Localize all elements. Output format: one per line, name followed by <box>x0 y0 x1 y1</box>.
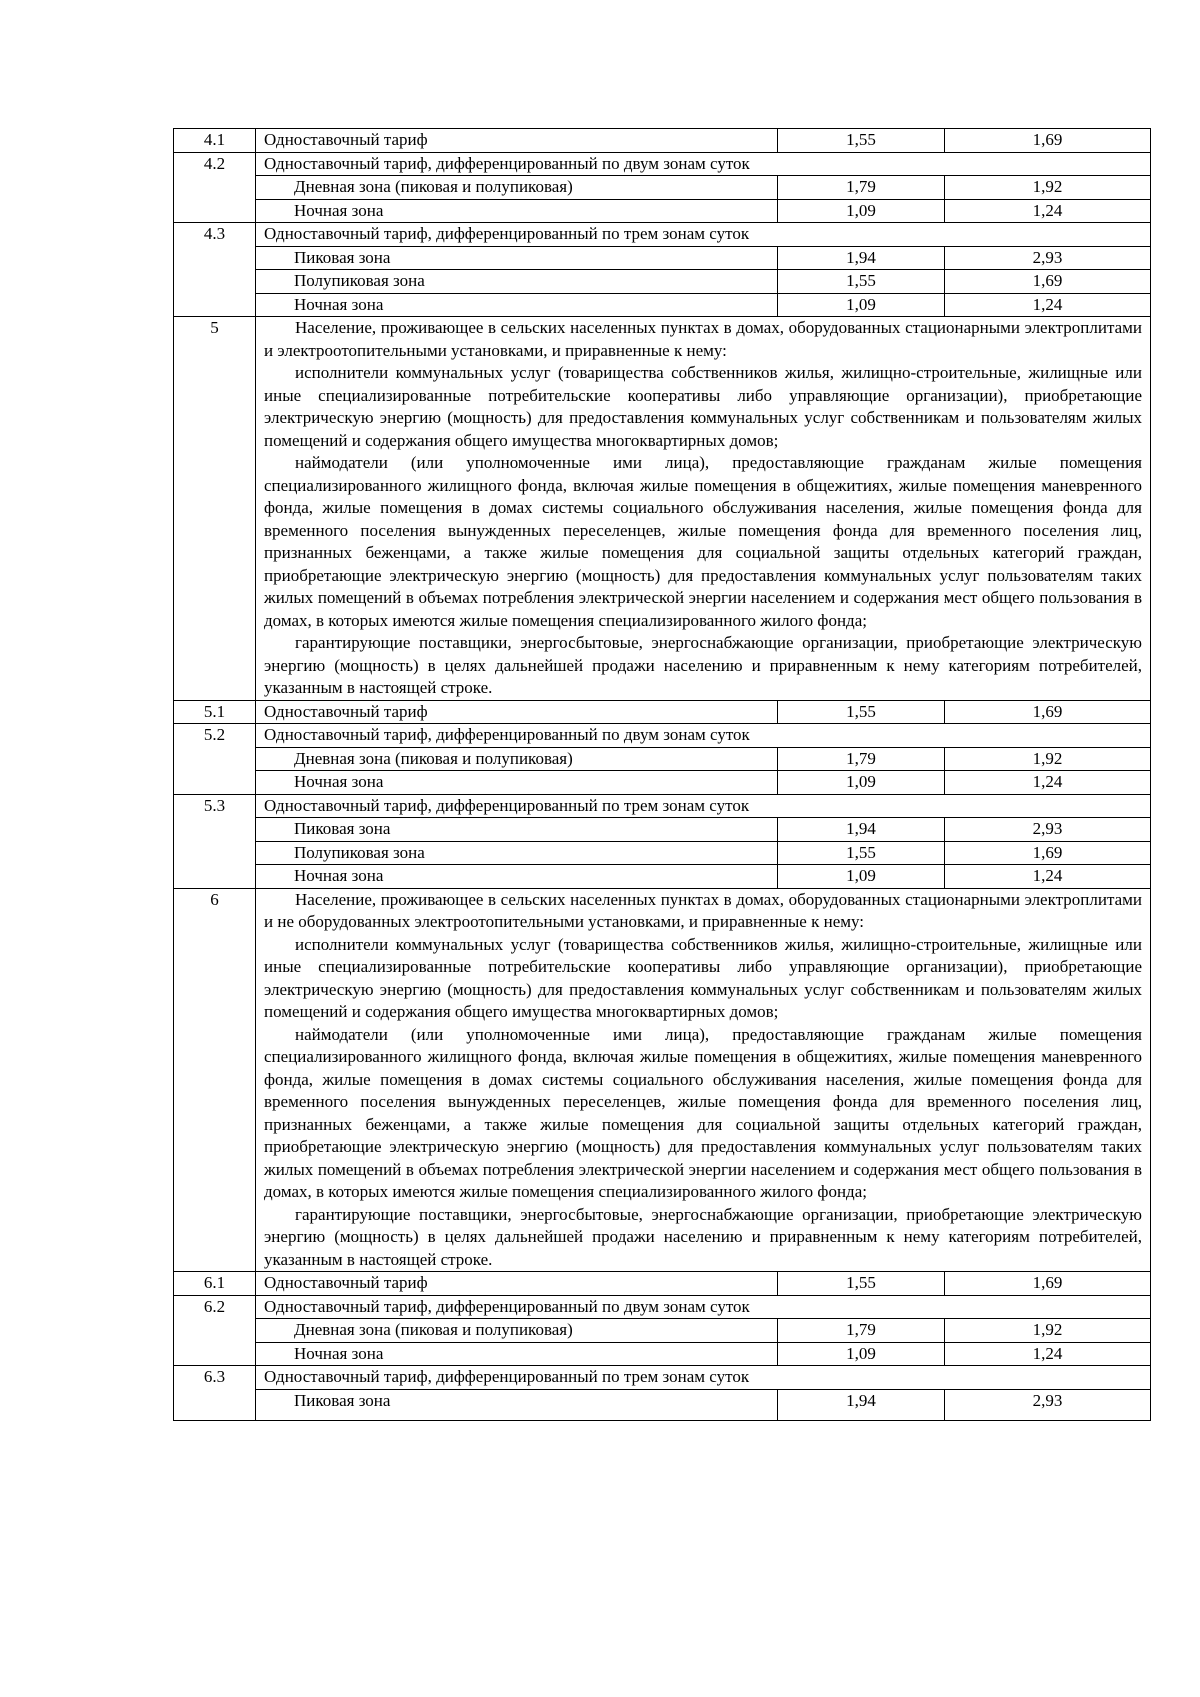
row-label: Одноставочный тариф, дифференцированный по двум зонам суток <box>256 724 1151 748</box>
value-cell-1: 1,55 <box>778 700 945 724</box>
row-label: Одноставочный тариф, дифференцированный по двум зонам суток <box>256 152 1151 176</box>
table-row <box>174 270 1151 294</box>
table-row <box>174 223 1151 247</box>
table-row <box>174 199 1151 223</box>
value-cell-2: 1,69 <box>945 270 1151 294</box>
value-cell-1: 1,94 <box>778 818 945 842</box>
value-cell-1: 1,09 <box>778 865 945 889</box>
value-cell-2: 1,24 <box>945 1342 1151 1366</box>
zone-label: Дневная зона (пиковая и полупиковая) <box>256 1319 778 1343</box>
zone-label: Полупиковая зона <box>256 270 778 294</box>
zone-label: Ночная зона <box>256 1342 778 1366</box>
table-row <box>174 724 1151 748</box>
row-number: 5.3 <box>174 794 256 888</box>
row-label: Одноставочный тариф, дифференцированный по трем зонам суток <box>256 794 1151 818</box>
value-cell-1: 1,79 <box>778 747 945 771</box>
table-row <box>174 293 1151 317</box>
description-paragraph: наймодатели (или уполномоченные ими лица), предоставляющие гражданам жилые помещения специализированного жилищного фонда, включая жилые помещения в общежитиях, жилые помещения маневренного фонда, жилые помещения в домах системы социального обслуживания населения, жилые помещения фонда для временного поселения вынужденных переселенцев, жилые помещения фонда для временного поселения лиц, признанных беженцами, а также жилые помещения для социальной защиты отдельных категорий граждан, приобретающие электрическую энергию (мощность) для предоставления коммунальных услуг пользователям таких жилых помещений в объемах потребления электрической энергии населением и содержания мест общего пользования в домах, в которых имеются жилые помещения специализированного жилого фонда; <box>264 1024 1142 1201</box>
row-label: Одноставочный тариф <box>256 700 778 724</box>
value-cell-2: 1,69 <box>945 1272 1151 1296</box>
row-label: Одноставочный тариф, дифференцированный по трем зонам суток <box>256 1366 1151 1390</box>
description-paragraph: Население, проживающее в сельских населенных пунктах в домах, оборудованных стационарными электроплитами и не оборудованных электроотопительными установками, и приравненные к нему: <box>264 889 1142 931</box>
table-row <box>174 1319 1151 1343</box>
table-row <box>174 794 1151 818</box>
description-paragraph: гарантирующие поставщики, энергосбытовые, энергоснабжающие организации, приобретающие электрическую энергию (мощность) в целях дальнейшей продажи населению и приравненным к нему категориям потребителей, указанным в настоящей строке. <box>264 1204 1142 1269</box>
value-cell-2: 1,92 <box>945 176 1151 200</box>
zone-label: Пиковая зона <box>256 246 778 270</box>
category-description <box>256 317 1151 701</box>
table-row <box>174 1272 1151 1296</box>
value-cell-1: 1,09 <box>778 199 945 223</box>
row-number: 6.1 <box>174 1272 256 1296</box>
table-row <box>174 888 1151 1272</box>
row-number: 5 <box>174 317 256 701</box>
table-row <box>174 1295 1151 1319</box>
table-row <box>174 865 1151 889</box>
table-row <box>174 1389 1151 1420</box>
category-description <box>256 888 1151 1272</box>
value-cell-1: 1,55 <box>778 1272 945 1296</box>
zone-label: Дневная зона (пиковая и полупиковая) <box>256 747 778 771</box>
row-label: Одноставочный тариф, дифференцированный по трем зонам суток <box>256 223 1151 247</box>
row-number: 4.2 <box>174 152 256 223</box>
table-row <box>174 1366 1151 1390</box>
description-paragraph: наймодатели (или уполномоченные ими лица), предоставляющие гражданам жилые помещения специализированного жилищного фонда, включая жилые помещения в общежитиях, жилые помещения маневренного фонда, жилые помещения в домах системы социального обслуживания населения, жилые помещения фонда для временного поселения вынужденных переселенцев, жилые помещения фонда для временного поселения лиц, признанных беженцами, а также жилые помещения для социальной защиты отдельных категорий граждан, приобретающие электрическую энергию (мощность) для предоставления коммунальных услуг пользователям таких жилых помещений в объемах потребления электрической энергии населением и содержания мест общего пользования в домах, в которых имеются жилые помещения специализированного жилого фонда; <box>264 453 1142 630</box>
zone-label: Пиковая зона <box>256 1389 778 1420</box>
table-row <box>174 317 1151 701</box>
zone-label: Полупиковая зона <box>256 841 778 865</box>
value-cell-2: 2,93 <box>945 818 1151 842</box>
value-cell-2: 1,69 <box>945 129 1151 153</box>
value-cell-2: 1,69 <box>945 841 1151 865</box>
value-cell-2: 1,69 <box>945 700 1151 724</box>
table-row <box>174 818 1151 842</box>
value-cell-2: 2,93 <box>945 246 1151 270</box>
value-cell-2: 1,24 <box>945 199 1151 223</box>
table-row <box>174 246 1151 270</box>
description-paragraph: Население, проживающее в сельских населенных пунктах в домах, оборудованных стационарными электроплитами и электроотопительными установками, и приравненные к нему: <box>264 318 1142 360</box>
row-label: Одноставочный тариф, дифференцированный по двум зонам суток <box>256 1295 1151 1319</box>
row-number: 6.2 <box>174 1295 256 1366</box>
value-cell-1: 1,55 <box>778 270 945 294</box>
table-row <box>174 152 1151 176</box>
table-row <box>174 771 1151 795</box>
table-row <box>174 747 1151 771</box>
row-number: 6.3 <box>174 1366 256 1421</box>
row-number: 5.1 <box>174 700 256 724</box>
table-row <box>174 129 1151 153</box>
table-row <box>174 700 1151 724</box>
value-cell-1: 1,55 <box>778 129 945 153</box>
tariff-table <box>173 128 1151 1421</box>
value-cell-1: 1,09 <box>778 293 945 317</box>
zone-label: Пиковая зона <box>256 818 778 842</box>
value-cell-1: 1,94 <box>778 246 945 270</box>
value-cell-2: 1,92 <box>945 747 1151 771</box>
table-row <box>174 841 1151 865</box>
description-paragraph: гарантирующие поставщики, энергосбытовые, энергоснабжающие организации, приобретающие электрическую энергию (мощность) в целях дальнейшей продажи населению и приравненным к нему категориям потребителей, указанным в настоящей строке. <box>264 633 1142 697</box>
description-paragraph: исполнители коммунальных услуг (товарищества собственников жилья, жилищно-строительные, жилищные или иные специализированные потребительские кооперативы либо управляющие организации), приобретающие электрическую энергию (мощность) для предоставления коммунальных услуг собственникам и пользователям жилых помещений и содержания общего имущества многоквартирных домов; <box>264 934 1142 1021</box>
value-cell-2: 1,24 <box>945 865 1151 889</box>
zone-label: Ночная зона <box>256 771 778 795</box>
row-number: 4.3 <box>174 223 256 317</box>
zone-label: Ночная зона <box>256 199 778 223</box>
value-cell-2: 1,24 <box>945 771 1151 795</box>
value-cell-1: 1,09 <box>778 1342 945 1366</box>
row-label: Одноставочный тариф <box>256 1272 778 1296</box>
value-cell-1: 1,55 <box>778 841 945 865</box>
row-label: Одноставочный тариф <box>256 129 778 153</box>
table-row <box>174 176 1151 200</box>
value-cell-2: 1,92 <box>945 1319 1151 1343</box>
value-cell-1: 1,79 <box>778 176 945 200</box>
zone-label: Ночная зона <box>256 865 778 889</box>
value-cell-1: 1,79 <box>778 1319 945 1343</box>
zone-label: Дневная зона (пиковая и полупиковая) <box>256 176 778 200</box>
value-cell-2: 1,24 <box>945 293 1151 317</box>
description-paragraph: исполнители коммунальных услуг (товарищества собственников жилья, жилищно-строительные, жилищные или иные специализированные потребительские кооперативы либо управляющие организации), приобретающие электрическую энергию (мощность) для предоставления коммунальных услуг собственникам и пользователям жилых помещений и содержания общего имущества многоквартирных домов; <box>264 363 1142 450</box>
row-number: 6 <box>174 888 256 1272</box>
value-cell-1: 1,94 <box>778 1389 945 1420</box>
row-number: 4.1 <box>174 129 256 153</box>
row-number: 5.2 <box>174 724 256 795</box>
zone-label: Ночная зона <box>256 293 778 317</box>
table-row <box>174 1342 1151 1366</box>
value-cell-2: 2,93 <box>945 1389 1151 1420</box>
value-cell-1: 1,09 <box>778 771 945 795</box>
